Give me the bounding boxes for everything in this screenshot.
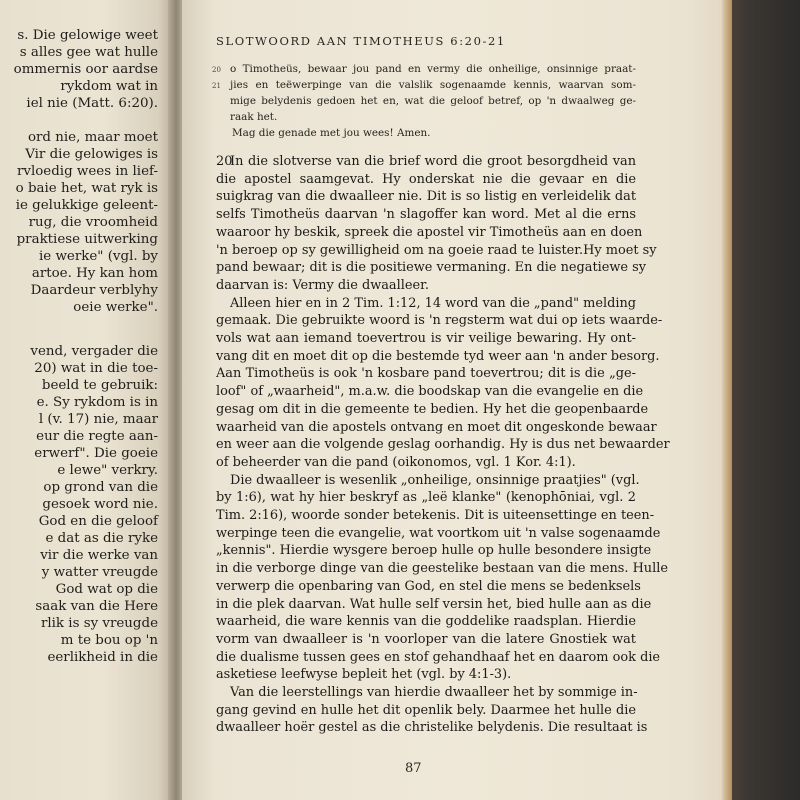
footnote-line: mige belydenis gedoen het en, wat die geloof betref, op 'n dwaalweg ge- xyxy=(230,95,636,107)
footnote-line: Mag die genade met jou wees! Amen. xyxy=(232,127,431,139)
body-line: en weer aan die volgende geslag oorhandig. Hy is dus net bewaarder xyxy=(216,437,670,453)
body-line: gang gevind en hulle het dit openlik bely. Daarmee het hulle die xyxy=(216,702,636,718)
left-page-line: God en die geloof xyxy=(38,514,158,529)
body-line: in die verborge dinge van die geestelike bestaan van die mens. Hulle xyxy=(216,561,668,577)
left-page-line: y watter vreugde xyxy=(41,565,158,580)
footnote-verse-number: 21 xyxy=(212,82,221,90)
body-line: by 1:6), wat hy hier beskryf as „leë klanke" (kenophōniai, vgl. 2 xyxy=(216,490,636,506)
left-page-line: o baie het, wat ryk is xyxy=(15,181,158,196)
left-page-line: vir die werke van xyxy=(40,548,158,563)
left-page-line: s. Die gelowige weet xyxy=(17,28,158,43)
left-page-line: praktiese uitwerking xyxy=(16,232,158,247)
left-page-line: l (v. 17) nie, maar xyxy=(38,412,158,427)
paragraph-verse-number: 20 xyxy=(216,154,233,169)
body-line: dwaalleer hoër gestel as die christelike belydenis. Die resultaat is xyxy=(216,720,648,736)
left-page-line: ommernis oor aardse xyxy=(13,62,158,77)
left-page-line: 20) wat in die toe- xyxy=(34,361,158,376)
running-header: SLOTWOORD AAN TIMOTHEUS 6:20-21 xyxy=(216,34,506,48)
left-page-line: op grond van die xyxy=(43,480,158,495)
left-page-line: saak van die Here xyxy=(35,599,158,614)
body-line: suigkrag van die dwaalleer nie. Dit is so listig en verleidelik dat xyxy=(216,189,636,205)
left-page-line: rvloedig wees in lief- xyxy=(16,164,158,179)
body-line: die apostel saamgevat. Hy onderskat nie die gevaar en die xyxy=(216,171,636,187)
left-page-line: God wat op die xyxy=(55,582,158,597)
body-line: Die dwaalleer is wesenlik „onheilige, onsinnige praatjies" (vgl. xyxy=(230,472,640,488)
page-number: 87 xyxy=(405,761,422,776)
footnote-line: raak het. xyxy=(230,111,278,123)
body-line: Tim. 2:16), woorde sonder betekenis. Dit is uiteensettinge en teen- xyxy=(216,508,655,523)
left-page-line: oeie werke". xyxy=(73,300,158,315)
left-page-line: e lewe" verkry. xyxy=(57,463,158,478)
body-line: werpinge teen die evangelie, wat voortkom uit 'n valse sogenaamde xyxy=(216,525,661,541)
body-line: waarheid, die ware kennis van die goddelike raadsplan. Hierdie xyxy=(216,614,636,630)
left-page-line: eur die regte aan- xyxy=(36,429,158,444)
body-line: waaroor hy beskik, spreek die apostel vir Timotheüs aan en doen xyxy=(216,224,643,240)
body-line: Alleen hier en in 2 Tim. 1:12, 14 word van die „pand" melding xyxy=(230,295,637,311)
left-page xyxy=(0,0,172,800)
left-page-line: beeld te gebruik: xyxy=(41,378,158,393)
left-page-line: rykdom wat in xyxy=(60,79,158,94)
left-page-line: s alles gee wat hulle xyxy=(19,45,158,60)
body-line: selfs Timotheüs daarvan 'n slagoffer kan word. Met al die erns xyxy=(216,207,636,223)
dark-background xyxy=(730,0,800,800)
body-line: gemaak. Die gebruikte woord is 'n regsterm wat dui op iets waarde- xyxy=(216,313,663,329)
left-page-line: ie gelukkige geleent- xyxy=(15,198,158,213)
body-line: vang dit en moet dit op die bestemde tyd weer aan 'n ander besorg. xyxy=(216,348,660,364)
body-line: vorm van dwaalleer is 'n voorloper van die latere Gnostiek wat xyxy=(216,631,636,647)
body-line: loof" of „waarheid", m.a.w. die boodskap van die evangelie en die xyxy=(216,384,644,400)
left-page-line: vend, vergader die xyxy=(30,344,158,359)
body-line: daarvan is: Vermy die dwaalleer. xyxy=(216,277,429,293)
body-line: gesag om dit in die gemeente te bedien. Hy het die geopenbaarde xyxy=(216,401,649,417)
body-line: In die slotverse van die brief word die groot besorgdheid van xyxy=(230,154,636,169)
left-page-line: ord nie, maar moet xyxy=(27,130,158,145)
left-page-line: Daardeur verblyhy xyxy=(30,283,158,298)
left-page-line: iel nie (Matt. 6:20). xyxy=(26,96,158,111)
footnote-verse-number: 20 xyxy=(212,66,221,74)
left-page-line: gesoek word nie. xyxy=(42,497,158,512)
footnote-line: o Timotheüs, bewaar jou pand en vermy die onheilige, onsinnige praat- xyxy=(230,63,636,75)
body-line: die dualisme tussen gees en stof gehandhaaf het en daarom ook die xyxy=(216,649,661,665)
left-page-line: erwerf". Die goeie xyxy=(34,446,158,461)
left-page-line: e. Sy rykdom is in xyxy=(36,395,158,410)
page-edge xyxy=(722,0,732,800)
body-line: 'n beroep op sy gewilligheid om na goeie raad te luister.Hy moet sy xyxy=(216,242,657,258)
left-page-line: artoe. Hy kan hom xyxy=(31,266,158,281)
body-line: of beheerder van die pand (oikonomos, vgl. 1 Kor. 4:1). xyxy=(216,454,576,470)
left-page-line: Vir die gelowiges is xyxy=(25,147,158,162)
body-line: asketiese leefwyse bepleit het (vgl. by 4:1-3). xyxy=(216,667,512,683)
body-line: waarheid van die apostels ontvang en moet dit ongeskonde bewaar xyxy=(216,419,657,435)
body-line: vols wat aan iemand toevertrou is vir veilige bewaring. Hy ont- xyxy=(216,331,636,346)
left-page-line: ie werke" (vgl. by xyxy=(39,249,158,264)
body-line: pand bewaar; dit is die positiewe vermaning. En die negatiewe sy xyxy=(216,260,647,276)
left-page-line: eerlikheid in die xyxy=(47,650,158,665)
left-page-line: rlik is sy vreugde xyxy=(40,616,158,631)
body-line: „kennis". Hierdie wysgere beroep hulle op hulle besondere insigte xyxy=(216,543,652,559)
left-page-line: rug, die vroomheid xyxy=(28,215,158,230)
left-page-line: m te bou op 'n xyxy=(60,633,158,648)
body-line: Aan Timotheüs is ook 'n kosbare pand toevertrou; dit is die „ge- xyxy=(216,366,636,382)
body-line: verwerp die openbaring van God, en stel die mens se bedenksels xyxy=(216,578,641,594)
body-line: in die plek daarvan. Wat hulle self versin het, bied hulle aan as die xyxy=(216,596,652,612)
body-line: Van die leerstellings van hierdie dwaalleer het by sommige in- xyxy=(230,685,638,700)
footnote-line: jies en teëwerpinge van die valslik sogenaamde kennis, waarvan som- xyxy=(230,79,636,91)
left-page-line: e dat as die ryke xyxy=(45,531,158,546)
